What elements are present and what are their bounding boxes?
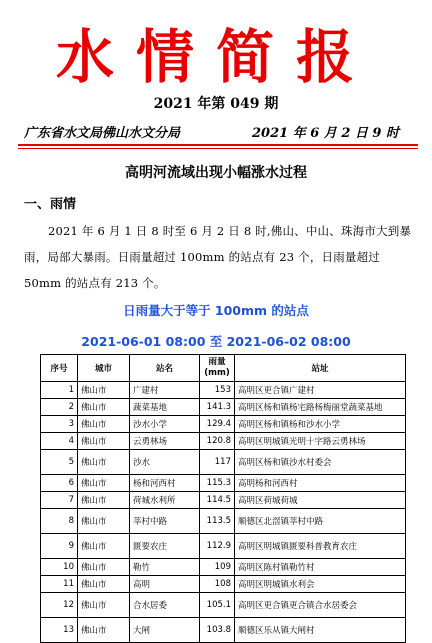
cell-rain: 112.9: [200, 534, 235, 559]
cell-city: 佛山市: [78, 475, 130, 492]
cell-no: 7: [41, 492, 78, 509]
cell-no: 4: [41, 433, 78, 450]
table-title: 日雨量大于等于 100mm 的站点: [123, 303, 309, 318]
cell-address: 高明区杨和镇杨和沙水小学: [235, 416, 406, 433]
cell-rain: 103.8: [200, 618, 235, 643]
cell-no: 6: [41, 475, 78, 492]
table-row: [41, 450, 406, 475]
cell-city: 佛山市: [78, 416, 130, 433]
cell-station: 云勇林场: [130, 433, 200, 450]
cell-rain: 153: [200, 382, 235, 399]
cell-rain: 120.8: [200, 433, 235, 450]
cell-station: 沙水: [130, 450, 200, 475]
cell-address: 高明杨和河西村: [235, 475, 406, 492]
cell-rain: 109: [200, 559, 235, 576]
article-headline: 高明河流域出现小幅涨水过程: [125, 165, 307, 181]
rainfall-stations-table: [40, 354, 406, 643]
cell-rain: 113.5: [200, 509, 235, 534]
cell-rain: 117: [200, 450, 235, 475]
cell-no: 10: [41, 559, 78, 576]
cell-address: 高明区明城镇匮要科普教育农庄: [235, 534, 406, 559]
cell-address: 高明区更合镇更合镇合水居委会: [235, 593, 406, 618]
header-rule-thick: [18, 144, 418, 146]
cell-no: 3: [41, 416, 78, 433]
cell-no: 1: [41, 382, 78, 399]
cell-station: 莘村中路: [130, 509, 200, 534]
cell-rain: 105.1: [200, 593, 235, 618]
cell-address: 高明区陈村镇勒竹村: [235, 559, 406, 576]
cell-city: 佛山市: [78, 618, 130, 643]
col-header-rain-label: 雨量 (mm): [204, 357, 230, 378]
col-header-city: 城市: [78, 355, 130, 382]
cell-city: 佛山市: [78, 593, 130, 618]
cell-station: 杨和河西村: [130, 475, 200, 492]
table-row: [41, 509, 406, 534]
table-row: [41, 399, 406, 416]
cell-no: 9: [41, 534, 78, 559]
section-title-rainfall: 一、雨情: [24, 197, 77, 212]
cell-no: 8: [41, 509, 78, 534]
cell-city: 佛山市: [78, 576, 130, 593]
col-header-rain: [200, 355, 235, 382]
table-header-row: [41, 355, 406, 382]
cell-address: 高明区荷城荷城: [235, 492, 406, 509]
table-row: [41, 492, 406, 509]
col-header-no: 序号: [41, 355, 78, 382]
masthead-title: 水情简报: [55, 23, 376, 91]
cell-city: 佛山市: [78, 492, 130, 509]
cell-station: 广建村: [130, 382, 200, 399]
cell-station: 高明: [130, 576, 200, 593]
cell-address: 高明区杨和镇沙水村委会: [235, 450, 406, 475]
cell-rain: 108: [200, 576, 235, 593]
rainfall-paragraph: 2021 年 6 月 1 日 8 时至 6 月 2 日 8 时,佛山、中山、珠海市大到暴雨，局部大暴雨。日雨量超过 100mm 的站点有 23 个，日雨量超过 50mm 的站点有 213 个。: [24, 224, 412, 290]
cell-rain: 115.3: [200, 475, 235, 492]
header-rule-thin: [18, 148, 418, 149]
table-row: [41, 382, 406, 399]
table-row: [41, 618, 406, 643]
cell-station: 勒竹: [130, 559, 200, 576]
cell-address: 顺德区北滘镇莘村中路: [235, 509, 406, 534]
cell-city: 佛山市: [78, 399, 130, 416]
cell-address: 高明区明城镇光明十字路云勇林场: [235, 433, 406, 450]
cell-no: 11: [41, 576, 78, 593]
cell-rain: 141.3: [200, 399, 235, 416]
cell-no: 5: [41, 450, 78, 475]
cell-city: 佛山市: [78, 509, 130, 534]
cell-rain: 114.5: [200, 492, 235, 509]
issue-number: 2021 年第 049 期: [153, 96, 279, 112]
cell-station: 匮要农庄: [130, 534, 200, 559]
table-row: [41, 576, 406, 593]
cell-address: 高明区更合镇广建村: [235, 382, 406, 399]
issue-date: 2021 年 6 月 2 日 9 时: [252, 126, 399, 141]
table-row: [41, 559, 406, 576]
table-row: [41, 534, 406, 559]
cell-city: 佛山市: [78, 433, 130, 450]
col-header-station: 站名: [130, 355, 200, 382]
cell-station: 蔬菜基地: [130, 399, 200, 416]
cell-no: 13: [41, 618, 78, 643]
cell-no: 2: [41, 399, 78, 416]
col-header-address: 站址: [235, 355, 406, 382]
table-row: [41, 475, 406, 492]
table-row: [41, 433, 406, 450]
cell-city: 佛山市: [78, 559, 130, 576]
issuing-organization: 广东省水文局佛山水文分局: [24, 126, 181, 141]
cell-address: 高明区杨和镇杨宅路杨梅丽堂蔬菜基地: [235, 399, 406, 416]
cell-city: 佛山市: [78, 534, 130, 559]
cell-city: 佛山市: [78, 450, 130, 475]
cell-station: 荷城水利所: [130, 492, 200, 509]
table-row: [41, 416, 406, 433]
cell-address: 高明区明城镇水利会: [235, 576, 406, 593]
cell-station: 合水居委: [130, 593, 200, 618]
table-row: [41, 593, 406, 618]
table-period: 2021-06-01 08:00 至 2021-06-02 08:00: [81, 334, 351, 349]
cell-no: 12: [41, 593, 78, 618]
cell-address: 顺德区乐从镇大闸村: [235, 618, 406, 643]
cell-city: 佛山市: [78, 382, 130, 399]
cell-station: 沙水小学: [130, 416, 200, 433]
cell-rain: 129.4: [200, 416, 235, 433]
cell-station: 大闸: [130, 618, 200, 643]
